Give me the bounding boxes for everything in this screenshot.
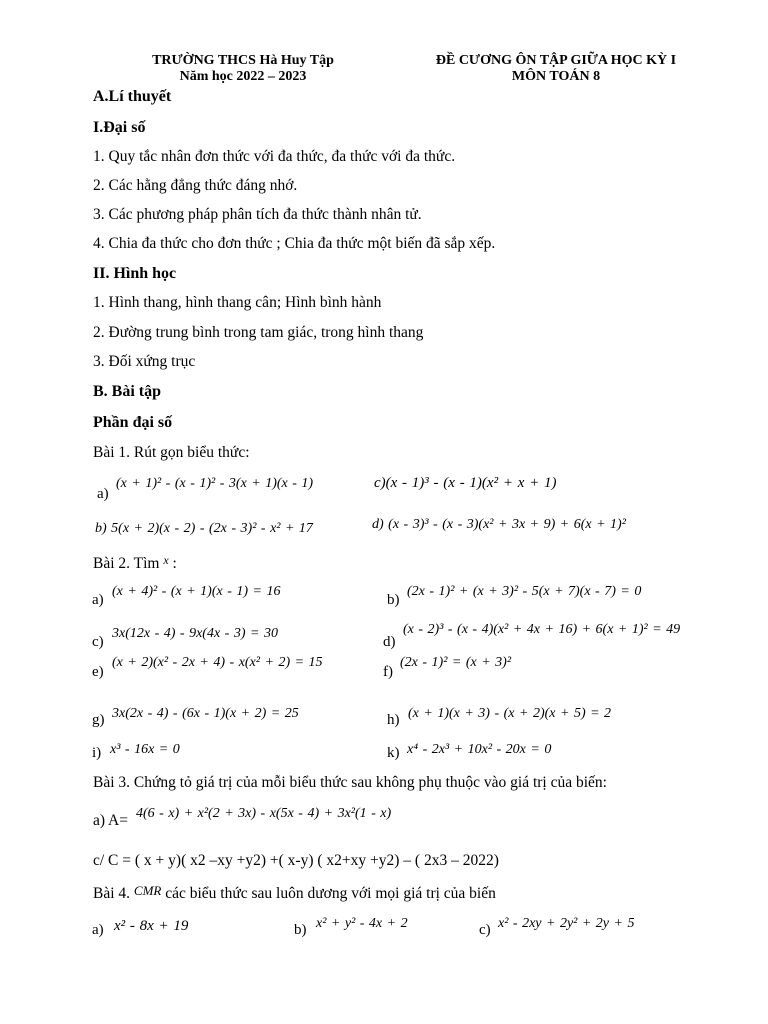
bai2-f-expression: (2x - 1)² = (x + 3)² <box>400 655 512 670</box>
bai2-k-label: k) <box>387 745 400 761</box>
algebra-heading: I.Đại số <box>93 119 146 136</box>
bai2-title-suffix: : <box>172 555 177 572</box>
bai1-a-expression: (x + 1)² - (x - 1)² - 3(x + 1)(x - 1) <box>116 476 314 491</box>
bai4-a-expression: x² - 8x + 19 <box>114 918 189 934</box>
algebra-item: 4. Chia đa thức cho đơn thức ; Chia đa thức một biến đã sắp xếp. <box>93 235 496 252</box>
theory-heading: A.Lí thuyết <box>93 88 172 105</box>
bai1-a-label: a) <box>97 486 109 502</box>
bai2-k-expression: x⁴ - 2x³ + 10x² - 20x = 0 <box>407 742 552 757</box>
bai4-b-label: b) <box>294 922 307 938</box>
school-year: Năm học 2022 – 2023 <box>179 69 307 84</box>
document-title: ĐỀ CƯƠNG ÔN TẬP GIỮA HỌC KỲ I <box>435 53 677 68</box>
bai2-d-label: d) <box>383 634 396 650</box>
exercises-heading: B. Bài tập <box>93 383 162 400</box>
bai4-title-cmr: CMR <box>133 883 162 898</box>
bai4-b-expression: x² + y² - 4x + 2 <box>316 916 408 931</box>
bai2-f-label: f) <box>383 664 393 680</box>
bai2-d-expression: (x - 2)³ - (x - 4)(x² + 4x + 16) + 6(x + 1)² = 49 <box>403 622 681 637</box>
geometry-heading: II. Hình học <box>93 265 177 282</box>
bai2-g-label: g) <box>92 712 105 728</box>
bai2-i-expression: x³ - 16x = 0 <box>110 742 180 757</box>
bai2-b-expression: (2x - 1)² + (x + 3)² - 5(x + 7)(x - 7) = 0 <box>407 584 642 599</box>
bai3-a-expression: 4(6 - x) + x²(2 + 3x) - x(5x - 4) + 3x²(1 - x) <box>136 806 392 821</box>
bai1-b-expression: b) 5(x + 2)(x - 2) - (2x - 3)² - x² + 17 <box>95 521 313 536</box>
bai1-d-expression: d) (x - 3)³ - (x - 3)(x² + 3x + 9) + 6(x + 1)² <box>372 517 626 532</box>
bai2-e-expression: (x + 2)(x² - 2x + 4) - x(x² + 2) = 15 <box>112 655 323 670</box>
geometry-item: 2. Đường trung bình trong tam giác, trong hình thang <box>93 324 424 341</box>
algebra-part-heading: Phần đại số <box>93 414 173 431</box>
bai2-title-variable: x <box>163 553 169 567</box>
bai4-c-expression: x² - 2xy + 2y² + 2y + 5 <box>498 916 635 931</box>
bai2-h-label: h) <box>387 712 400 728</box>
bai2-a-label: a) <box>92 592 104 608</box>
bai2-h-expression: (x + 1)(x + 3) - (x + 2)(x + 5) = 2 <box>408 706 612 721</box>
bai2-title-prefix: Bài 2. Tìm <box>93 555 160 572</box>
document-subject: MÔN TOÁN 8 <box>511 69 601 84</box>
bai4-title <box>93 883 496 903</box>
bai4-title-suffix: các biểu thức sau luôn dương với mọi giá trị của biến <box>165 885 496 902</box>
bai2-e-label: e) <box>92 664 104 680</box>
algebra-item: 3. Các phương pháp phân tích đa thức thành nhân tử. <box>93 206 422 223</box>
algebra-item: 2. Các hằng đẳng thức đáng nhớ. <box>93 177 298 194</box>
bai3-c-expression: c/ C = ( x + y)( x2 –xy +y2) +( x-y) ( x2+xy +y2) – ( 2x3 – 2022) <box>93 852 499 869</box>
bai2-title <box>93 553 177 573</box>
bai2-i-label: i) <box>92 745 102 761</box>
bai2-g-expression: 3x(2x - 4) - (6x - 1)(x + 2) = 25 <box>112 706 299 721</box>
bai4-title-prefix: Bài 4. <box>93 885 131 902</box>
algebra-item: 1. Quy tắc nhân đơn thức với đa thức, đa thức với đa thức. <box>93 148 456 165</box>
bai2-b-label: b) <box>387 592 400 608</box>
bai3-title: Bài 3. Chứng tỏ giá trị của mỗi biểu thức sau không phụ thuộc vào giá trị của biến: <box>93 774 607 791</box>
bai2-c-expression: 3x(12x - 4) - 9x(4x - 3) = 30 <box>112 626 278 641</box>
bai3-a-label: a) A= <box>93 812 128 829</box>
bai1-c-expression: c)(x - 1)³ - (x - 1)(x² + x + 1) <box>374 475 557 491</box>
bai2-c-label: c) <box>92 634 104 650</box>
bai1-title: Bài 1. Rút gọn biểu thức: <box>93 444 250 461</box>
geometry-item: 3. Đối xứng trục <box>93 353 196 370</box>
school-name: TRƯỜNG THCS Hà Huy Tập <box>152 53 334 68</box>
bai4-c-label: c) <box>479 922 491 938</box>
bai2-a-expression: (x + 4)² - (x + 1)(x - 1) = 16 <box>112 584 281 599</box>
geometry-item: 1. Hình thang, hình thang cân; Hình bình hành <box>93 294 382 311</box>
bai4-a-label: a) <box>92 922 104 938</box>
